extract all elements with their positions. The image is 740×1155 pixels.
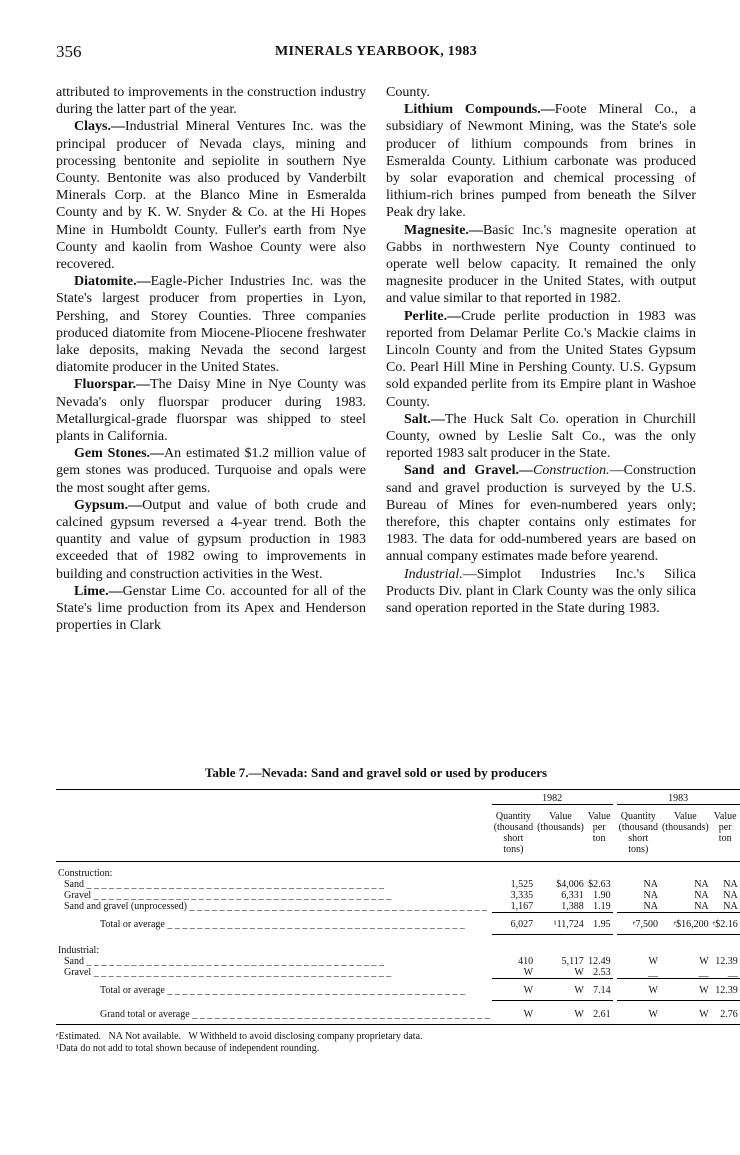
cell-value: 6,331 <box>561 890 584 901</box>
paragraph <box>56 497 366 583</box>
section-heading-text: Industrial: <box>58 945 100 956</box>
cell-value: 6,027 <box>492 913 535 935</box>
paragraph-text: Foote Mineral Co., a subsidiary of Newmont Mining, was the State's sole producer of lithium compounds from brines in Esmeralda County. Lithium carbonate was produced by solar evaporation and chemical processing of lithium-rich brines pumped from beneath the Silver Peak dry lake. <box>386 102 696 221</box>
year-1982: 1982 <box>492 790 613 805</box>
column-header: Quantity (thousand short tons) <box>617 805 660 862</box>
table-title: Table 7.—Nevada: Sand and gravel sold or used by producers <box>204 765 548 780</box>
row-label <box>56 967 492 979</box>
paragraph-lead: Fluorspar.— <box>74 377 151 393</box>
cell-value: NA <box>723 879 738 890</box>
total-row <box>56 913 740 935</box>
column-header: Quantity (thousand short tons) <box>492 805 535 862</box>
cell-value: W <box>535 1001 586 1025</box>
paragraph-text: The Daisy Mine in Nye County was Nevada's only fluorspar producer during 1983. Metallurgical-grade fluorspar was shipped to steel plants in California. <box>56 377 366 445</box>
paragraph <box>56 273 366 376</box>
cell-value: W <box>648 956 658 967</box>
cell-value: 2.76 <box>711 1001 740 1025</box>
section-heading <box>56 862 740 880</box>
table-row <box>56 901 740 913</box>
row-label-text: Gravel _ _ _ <box>64 967 391 978</box>
cell-value: ᵉ7,500 <box>617 913 660 935</box>
paragraph-text: attributed to improvements in the construction industry during the latter part of the year. <box>56 85 366 118</box>
cell-value: NA <box>723 890 738 901</box>
cell-value: __ <box>698 967 709 978</box>
cell-value: NA <box>643 890 658 901</box>
paragraph <box>56 118 366 273</box>
row-label <box>56 879 492 890</box>
grand-total-row <box>56 1001 740 1025</box>
left-column <box>56 84 366 635</box>
cell-value: W <box>574 967 584 978</box>
cell-value: 7.14 <box>586 979 613 1001</box>
paragraph-lead: Gypsum.— <box>74 497 143 513</box>
cell-value: NA <box>694 901 709 912</box>
table-row <box>56 879 740 890</box>
cell-value: 2.53 <box>593 967 611 978</box>
row-label <box>56 901 492 913</box>
cell-value: __ <box>727 967 738 978</box>
right-column <box>386 84 696 617</box>
table-7 <box>56 765 738 1055</box>
paragraph-text: Basic Inc.'s magnesite operation at Gabbs in northwestern Nye County continued to operate well below capacity. It remained the only magnesite producer in the United States, with output and value similar to that reported in 1982. <box>386 222 696 307</box>
table-footnotes <box>56 1031 696 1055</box>
paragraph-italic-lead: Industrial. <box>404 566 463 582</box>
cell-value: W <box>492 979 535 1001</box>
year-1983: 1983 <box>617 790 740 805</box>
sand-gravel-table <box>56 789 740 1025</box>
cell-value: 1.95 <box>586 913 613 935</box>
page-header <box>56 42 696 64</box>
paragraph <box>386 462 696 565</box>
cell-value: 1.19 <box>593 901 611 912</box>
cell-value: 5,117 <box>561 956 584 967</box>
cell-value: 12.39 <box>711 979 740 1001</box>
paragraph-lead: Clays.— <box>74 119 125 135</box>
column-header: Value per ton <box>586 805 613 862</box>
row-label <box>56 1001 492 1025</box>
cell-value: 2.61 <box>586 1001 613 1025</box>
cell-value: ¹11,724 <box>535 913 586 935</box>
paragraph <box>386 411 696 463</box>
paragraph-text: Output and value of both crude and calcined gypsum reversed a 4-year trend. Both the quantity and value of gypsum production in 1983 exceeded that of 1982 owing to improvements in building and construction activities in the West. <box>56 497 366 582</box>
column-header: Value (thousands) <box>535 805 586 862</box>
cell-value: $2.63 <box>588 879 611 890</box>
paragraph-lead: Lime.— <box>74 583 123 599</box>
paragraph-lead: Sand and Gravel.— <box>404 463 534 479</box>
table-column-header <box>56 805 740 862</box>
paragraph-text: The Huck Salt Co. operation in Churchill County, owned by Leslie Salt Co., was the only reported 1983 salt producer in the State. <box>386 411 696 462</box>
running-title: MINERALS YEARBOOK, 1983 <box>274 44 477 59</box>
cell-value: 410 <box>518 956 534 967</box>
stub-head <box>56 790 492 805</box>
section-heading-text: Construction: <box>58 868 113 879</box>
paragraph-text: Genstar Lime Co. accounted for all of the State's lime production from its Apex and Henderson properties in Clark <box>56 583 366 634</box>
paragraph-text: County. <box>386 85 430 100</box>
paragraph-lead: Salt.— <box>404 411 445 427</box>
row-label-text: Total or average _ _ _ <box>100 919 465 930</box>
cell-value: NA <box>694 879 709 890</box>
cell-value: NA <box>694 890 709 901</box>
cell-value: ᵉ$2.16 <box>711 913 740 935</box>
table-row <box>56 967 740 979</box>
cell-value: NA <box>643 879 658 890</box>
cell-value: 3,335 <box>510 890 534 901</box>
paragraph-text: Eagle-Picher Industries Inc. was the State's largest producer from properties in Lyon, Pershing, and Storey Counties. Three companies produced diatomite from Miocene-Pliocene freshwater lake deposits, making Nevada the second largest diatomite producer in the United States. <box>56 274 366 376</box>
row-label <box>56 979 492 1001</box>
cell-value: 1,388 <box>561 901 584 912</box>
paragraph <box>386 84 696 101</box>
paragraph <box>386 101 696 221</box>
paragraph-lead: Gem Stones.— <box>74 446 165 462</box>
stub-empty <box>56 805 492 862</box>
cell-value: W <box>492 1001 535 1025</box>
paragraph <box>56 583 366 635</box>
cell-value: NA <box>643 901 658 912</box>
paragraph <box>386 566 696 618</box>
paragraph <box>386 222 696 308</box>
table-row <box>56 890 740 901</box>
row-label-text: Sand and gravel (unprocessed) _ _ _ <box>64 901 487 912</box>
paragraph-lead: Perlite.— <box>404 308 462 324</box>
cell-value: 12.49 <box>588 956 611 967</box>
paragraph-text: An estimated $1.2 million value of gem stones was produced. Turquoise and opals were the most sought after gems. <box>56 446 367 496</box>
total-row <box>56 979 740 1001</box>
row-label <box>56 956 492 967</box>
paragraph-lead: Diatomite.— <box>74 274 151 290</box>
paragraph-text: Crude perlite production in 1983 was reported from Delamar Perlite Co.'s Mackie claims in Lincoln County and from the United States Gypsum Co. Pearl Hill Mine in Pershing County. U.S. Gypsum sold expanded perlite from its Empire plant in Washoe County. <box>386 308 696 410</box>
row-label <box>56 913 492 935</box>
paragraph-lead: Lithium Compounds.— <box>404 102 555 118</box>
paragraph <box>56 445 366 497</box>
column-header: Value (thousands) <box>660 805 711 862</box>
footnote: ᵉEstimated. NA Not available. W Withheld to avoid disclosing company proprietary data. <box>56 1031 423 1042</box>
row-label-text: Grand total or average _ _ _ <box>100 1009 490 1020</box>
cell-value: W <box>523 967 534 978</box>
footnote: ¹Data do not add to total shown because of independent rounding. <box>56 1043 320 1054</box>
cell-value: 12.39 <box>715 956 738 967</box>
cell-value: W <box>617 979 660 1001</box>
row-label <box>56 890 492 901</box>
paragraph <box>56 84 366 118</box>
cell-value: W <box>535 979 586 1001</box>
table-row <box>56 956 740 967</box>
row-label-text: Total or average _ _ _ <box>100 985 465 996</box>
paragraph-lead: Magnesite.— <box>404 222 483 238</box>
cell-value: 1,525 <box>510 879 534 890</box>
paragraph-italic-lead: Construction. <box>533 463 610 479</box>
cell-value: $4,006 <box>556 879 584 890</box>
table-year-header <box>56 790 740 805</box>
cell-value: ᵉ$16,200 <box>660 913 711 935</box>
cell-value: 1.90 <box>593 890 611 901</box>
page-number: 356 <box>56 42 82 61</box>
row-label-text: Sand _ _ _ <box>64 956 384 967</box>
cell-value: NA <box>723 901 738 912</box>
paragraph <box>386 308 696 411</box>
paragraph-text: —Simplot Industries Inc.'s Silica Products Div. plant in Clark County was the only silica sand operation reported in the State during 1983. <box>386 566 696 617</box>
cell-value: __ <box>648 967 658 978</box>
row-label-text: Sand _ _ _ <box>64 879 384 890</box>
paragraph-text: —Construction sand and gravel production is surveyed by the U.S. Bureau of Mines for even-numbered years only; therefore, this chapter contains only estimates for 1983. The data for odd-numbered years are based on annual company estimates made before yearend. <box>386 463 696 565</box>
section-heading <box>56 935 740 957</box>
cell-value: W <box>660 979 711 1001</box>
column-header: Value per ton <box>711 805 740 862</box>
cell-value: W <box>617 1001 660 1025</box>
paragraph <box>56 376 366 445</box>
cell-value: 1,167 <box>510 901 534 912</box>
paragraph-text: Industrial Mineral Ventures Inc. was the principal producer of Nevada clays, mining and processing bentonite and sepiolite in southern Nye County. Bentonite was also produced by Vanderbilt Minerals Corp. at the Blanco Mine in Esmeralda County and by K. W. Snyder & Co. at the Hi Hopes Mine in Humboldt County. Fuller's earth from Nye County and kaolin from Washoe County were also recovered. <box>56 119 366 273</box>
cell-value: W <box>660 1001 711 1025</box>
cell-value: W <box>699 956 709 967</box>
row-label-text: Gravel _ _ _ <box>64 890 391 901</box>
